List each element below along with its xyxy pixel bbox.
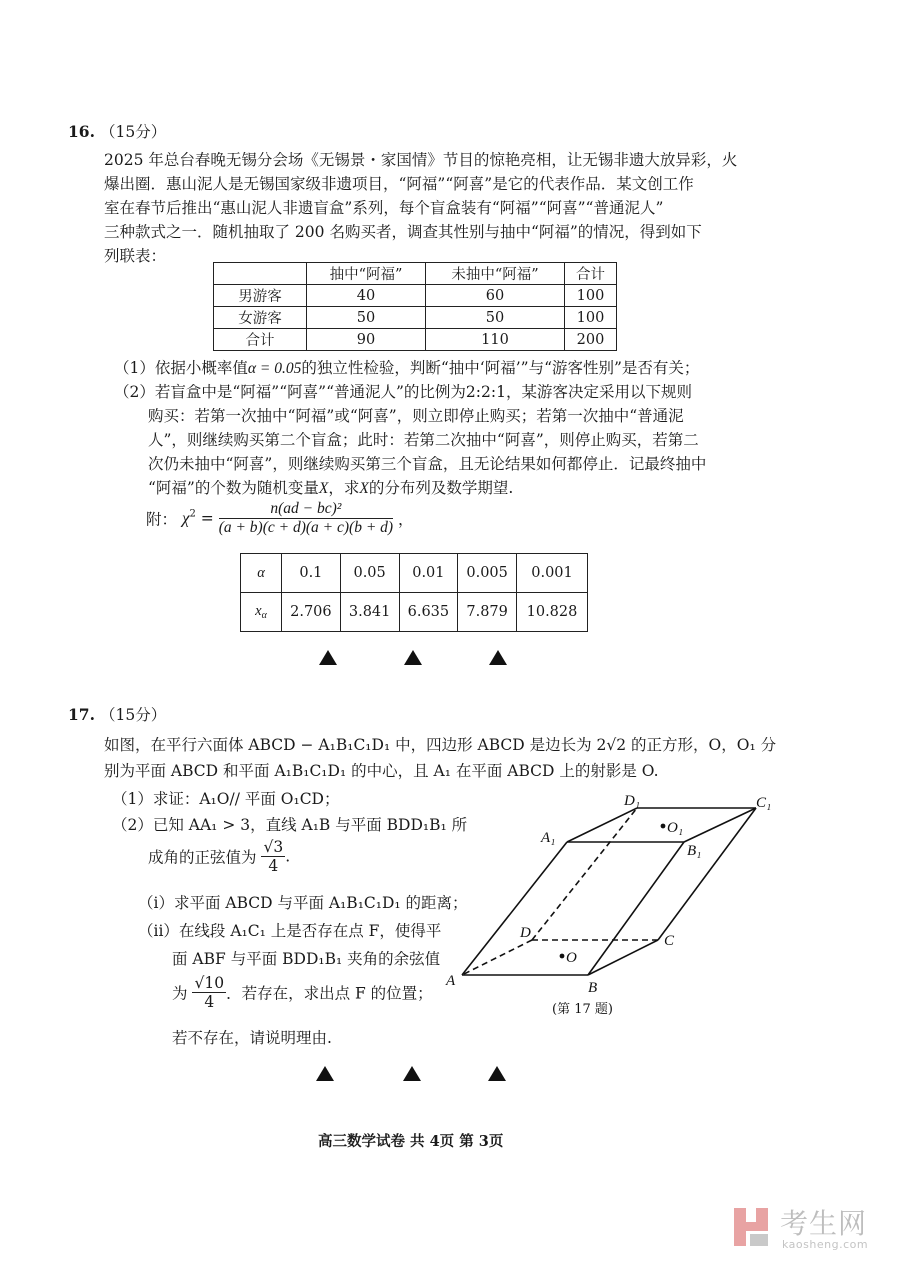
q16-text-line-4: 三种款式之一．随机抽取了 200 名购买者，调查其性别与抽中“阿福”的情况，得到如下 (104, 223, 702, 241)
label-b: B (588, 980, 598, 996)
q16-text-line-1: 2025 年总台春晚无锡分会场《无锡景・家国情》节目的惊艳亮相，让无锡非遗大放异彩，火 (104, 151, 738, 169)
q16-part1 (114, 358, 699, 379)
table-cell: 0.05 (340, 554, 399, 593)
q16-text-line-3: 室在春节后推出“惠山泥人非遗盲盒”系列，每个盲盒装有“阿福”“阿喜”“普通泥人” (104, 199, 664, 217)
edge-dd1 (532, 808, 637, 940)
table-cell: 0.01 (399, 554, 458, 593)
q17-part2-ii-line-1: （ii）在线段 A₁C₁ 上是否存在点 F，使得平 (138, 922, 442, 940)
cosine-fraction (192, 974, 226, 1011)
table-cell: α (241, 554, 282, 593)
watermark-logo (730, 1198, 890, 1260)
x-subscript: α (261, 610, 267, 621)
x-label: x (255, 603, 262, 619)
part-text: 的分布列及数学期望. (368, 479, 514, 497)
table-cell: 女游客 (214, 307, 307, 329)
fraction-denominator: 4 (204, 993, 215, 1011)
table-cell: 50 (307, 307, 426, 329)
table-cell: 抽中“阿福” (307, 263, 426, 285)
table-cell: 未抽中“阿福” (426, 263, 565, 285)
table-row (241, 554, 588, 593)
end-triangle (404, 650, 422, 665)
q16-text-line-2: 爆出圈．惠山泥人是无锡国家级非遗项目，“阿福”“阿喜”是它的代表作品．某文创工作 (104, 175, 694, 193)
table-cell: 200 (565, 329, 617, 351)
label-d1: D₁ (624, 793, 641, 809)
table-cell (241, 593, 282, 632)
appendix-label: 附： (146, 510, 178, 529)
label-b1: B₁ (687, 843, 702, 859)
fraction-numerator: n(ad − bc)² (219, 500, 393, 519)
watermark-url: kaosheng.com (782, 1238, 869, 1251)
part-text: “阿福”的个数为随机变量 (148, 479, 319, 497)
q17-text-line-1: 如图，在平行六面体 ABCD − A₁B₁C₁D₁ 中，四边形 ABCD 是边长为 2√2 的正方形，O，O₁ 分 (104, 736, 777, 754)
q16-part2-line-5 (148, 478, 513, 499)
part-text: 成角的正弦值为 (148, 848, 257, 867)
end-triangle (316, 1066, 334, 1081)
edge-bb1 (588, 842, 684, 975)
part-text: 若盲盒中是“阿福”“阿喜”“普通泥人”的比例为 (154, 383, 466, 401)
critical-value-table (240, 553, 588, 632)
edge-da (462, 940, 532, 975)
q16-text-line-5: 列联表： (104, 247, 167, 265)
part-text: 为 (172, 984, 188, 1003)
q17-text-line-2: 别为平面 ABCD 和平面 A₁B₁C₁D₁ 的中心，且 A₁ 在平面 ABCD 上的射影是 O. (104, 762, 659, 780)
sine-fraction (261, 838, 285, 875)
label-o: O (566, 950, 577, 966)
table-cell: 100 (565, 285, 617, 307)
part-text: ，求 (328, 479, 360, 497)
edge-b1c1 (684, 808, 756, 842)
chi-exponent: 2 (189, 508, 196, 520)
table-cell: 7.879 (458, 593, 517, 632)
table-row (214, 329, 617, 351)
watermark-text: 考生网 (780, 1207, 868, 1240)
part-label: （1） (114, 359, 155, 377)
figure-caption: (第 17 题) (552, 1002, 613, 1017)
table-cell: 男游客 (214, 285, 307, 307)
q16-part2-line-4: 次仍未抽中“阿喜”，则继续购买第三个盲盒，且无论结果如何都停止．记最终抽中 (148, 455, 707, 473)
fraction-numerator: √3 (263, 838, 284, 856)
table-cell: 2.706 (282, 593, 341, 632)
q17-part2-ii-line-2: 面 ABF 与平面 BDD₁B₁ 夹角的余弦值 (172, 950, 441, 968)
q16-part2-line-2: 购买：若第一次抽中“阿福”或“阿喜”，则立即停止购买；若第一次抽中“普通泥 (148, 407, 684, 425)
part-text: ．若存在，求出点 F 的位置； (226, 984, 433, 1003)
table-cell: 0.1 (282, 554, 341, 593)
q17-number: 17. (68, 705, 95, 724)
part-text: ，某游客决定采用以下规则 (505, 383, 692, 401)
label-d: D (520, 925, 531, 941)
alpha-value: α = 0.05 (247, 360, 302, 377)
chi-fraction (219, 500, 393, 537)
q17-part1: （1）求证：A₁O// 平面 O₁CD； (112, 790, 340, 808)
label-c: C (664, 933, 675, 949)
label-a: A (446, 973, 456, 989)
q17-points: （15分） (100, 706, 167, 724)
table-row (241, 593, 588, 632)
table-cell: 60 (426, 285, 565, 307)
label-a1: A₁ (541, 830, 556, 846)
table-cell (214, 263, 307, 285)
part-label: （2） (114, 383, 155, 401)
variable-x: X (318, 480, 329, 497)
variable-x: X (359, 480, 369, 497)
q16-points: （15分） (100, 123, 167, 141)
label-o1: O₁ (667, 820, 684, 836)
period: . (285, 847, 291, 866)
edge-d1a1 (567, 808, 637, 842)
chi-square-formula (146, 500, 414, 537)
parallelepiped-figure (440, 785, 800, 1025)
q16-number: 16. (68, 122, 95, 141)
q17-part2-line-2 (148, 838, 290, 875)
table-cell: 40 (307, 285, 426, 307)
q17-part2-i: （i）求平面 ABCD 与平面 A₁B₁C₁D₁ 的距离； (138, 894, 468, 912)
fraction-denominator: (a + b)(c + d)(a + c)(b + d) (218, 519, 394, 536)
q16-part2-line-3: 人”，则继续购买第二个盲盒；此时：若第二次抽中“阿喜”，则停止购买，若第二 (148, 431, 699, 449)
point-o (560, 954, 565, 959)
edge-aa1 (462, 842, 567, 975)
table-cell: 110 (426, 329, 565, 351)
fraction-numerator: √10 (194, 974, 225, 992)
table-cell: 100 (565, 307, 617, 329)
fraction-denominator: 4 (268, 857, 279, 875)
table-row (214, 263, 617, 285)
table-cell: 3.841 (340, 593, 399, 632)
table-cell: 50 (426, 307, 565, 329)
table-cell: 10.828 (517, 593, 588, 632)
table-cell: 0.001 (517, 554, 588, 593)
table-cell: 合计 (565, 263, 617, 285)
q16-part2-line-1 (114, 382, 692, 402)
table-cell: 6.635 (399, 593, 458, 632)
contingency-table (213, 262, 617, 351)
part-text: 的独立性检验，判断“抽中‘阿福’”与“游客性别”是否有关； (301, 359, 700, 377)
edge-bc (588, 940, 658, 975)
part-text: 依据小概率值 (154, 359, 248, 377)
watermark-icon (730, 1204, 774, 1250)
q17-part2-line-1: （2）已知 AA₁ > 3，直线 A₁B 与平面 BDD₁B₁ 所 (112, 816, 468, 834)
table-row (214, 285, 617, 307)
table-cell: 合计 (214, 329, 307, 351)
end-triangle (319, 650, 337, 665)
q17-part2-ii-line-3 (172, 974, 433, 1011)
ratio: 2:2:1 (465, 383, 506, 401)
point-o1 (661, 824, 666, 829)
end-triangle (488, 1066, 506, 1081)
table-row (214, 307, 617, 329)
comma: ， (398, 510, 414, 529)
page-footer: 高三数学试卷 共 4页 第 3页 (318, 1133, 504, 1150)
table-cell: 90 (307, 329, 426, 351)
table-cell: 0.005 (458, 554, 517, 593)
label-c1: C₁ (756, 795, 772, 811)
end-triangle (489, 650, 507, 665)
end-triangle (403, 1066, 421, 1081)
equals-sign: = (200, 509, 214, 528)
chi-symbol: χ (181, 508, 190, 528)
q17-part2-ii-line-4: 若不存在，请说明理由. (172, 1029, 332, 1047)
